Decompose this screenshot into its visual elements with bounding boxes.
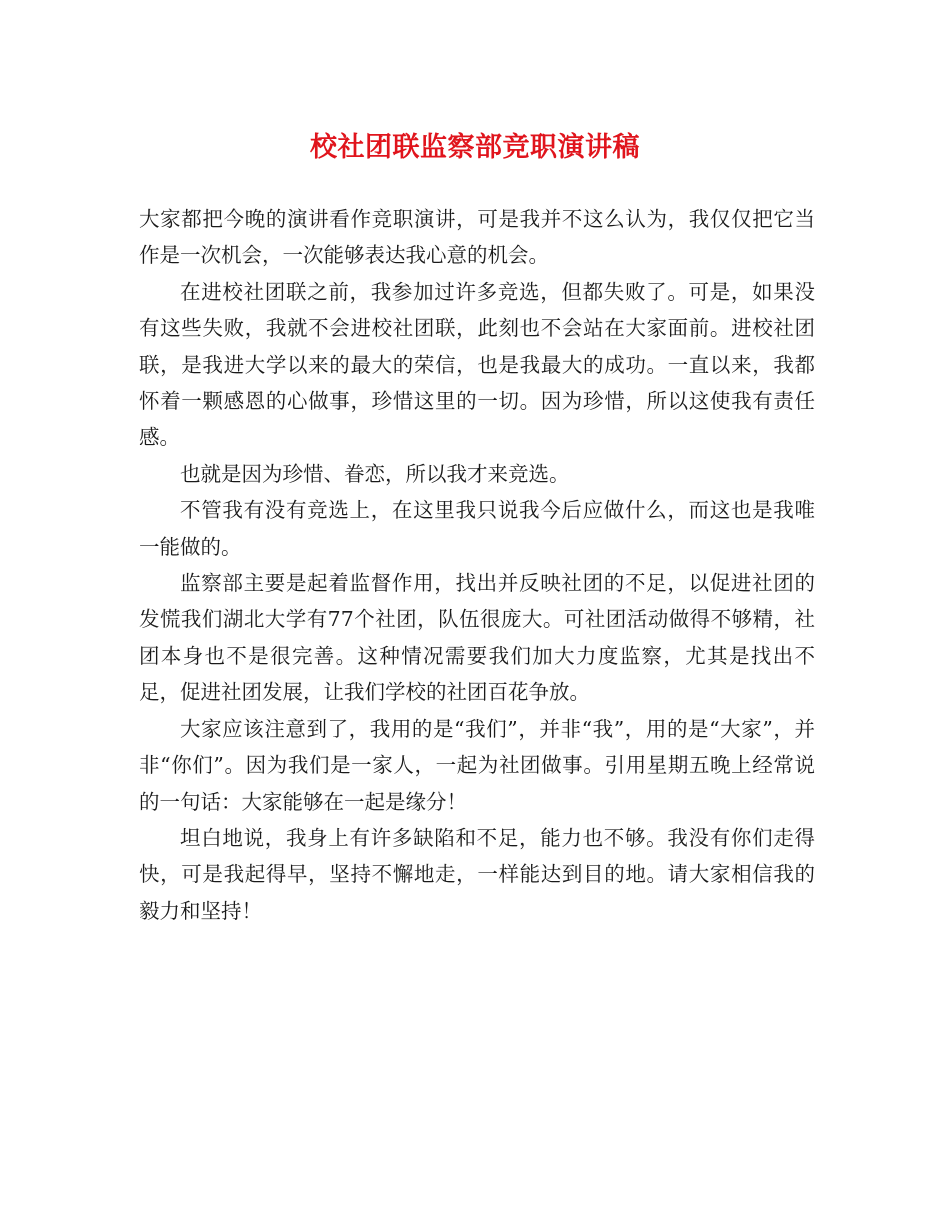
paragraph-1: 大家都把今晚的演讲看作竞职演讲，可是我并不这么认为，我仅仅把它当作是一次机会，一次能够表达我心意的机会。 (139, 207, 815, 268)
paragraph-3: 也就是因为珍惜、眷恋，所以我才来竞选。 (180, 461, 570, 486)
document-title: 校社团联监察部竞职演讲稿 (310, 132, 640, 163)
document-body (139, 201, 815, 929)
paragraph-5: 监察部主要是起着监督作用，找出并反映社团的不足，以促进社团的发慌我们湖北大学有77个社团，队伍很庞大。可社团活动做得不够精，社团本身也不是很完善。这种情况需要我们加大力度监察，尤其是找出不足，促进社团发展，让我们学校的社团百花争放。 (139, 571, 815, 705)
paragraph-4: 不管我有没有竞选上，在这里我只说我今后应做什么，而这也是我唯一能做的。 (139, 498, 815, 559)
paragraph-7: 坦白地说，我身上有许多缺陷和不足，能力也不够。我没有你们走得快，可是我起得早，坚持不懈地走，一样能达到目的地。请大家相信我的毅力和坚持！ (139, 825, 815, 923)
paragraph-6: 大家应该注意到了，我用的是“我们”，并非“我”，用的是“大家”，并非“你们”。因为我们是一家人，一起为社团做事。引用星期五晚上经常说的一句话：大家能够在一起是缘分！ (139, 716, 815, 814)
paragraph-2: 在进校社团联之前，我参加过许多竞选，但都失败了。可是，如果没有这些失败，我就不会进校社团联，此刻也不会站在大家面前。进校社团联，是我进大学以来的最大的荣信，也是我最大的成功。一直以来，我都怀着一颗感恩的心做事，珍惜这里的一切。因为珍惜，所以这使我有责任感。 (139, 279, 815, 450)
